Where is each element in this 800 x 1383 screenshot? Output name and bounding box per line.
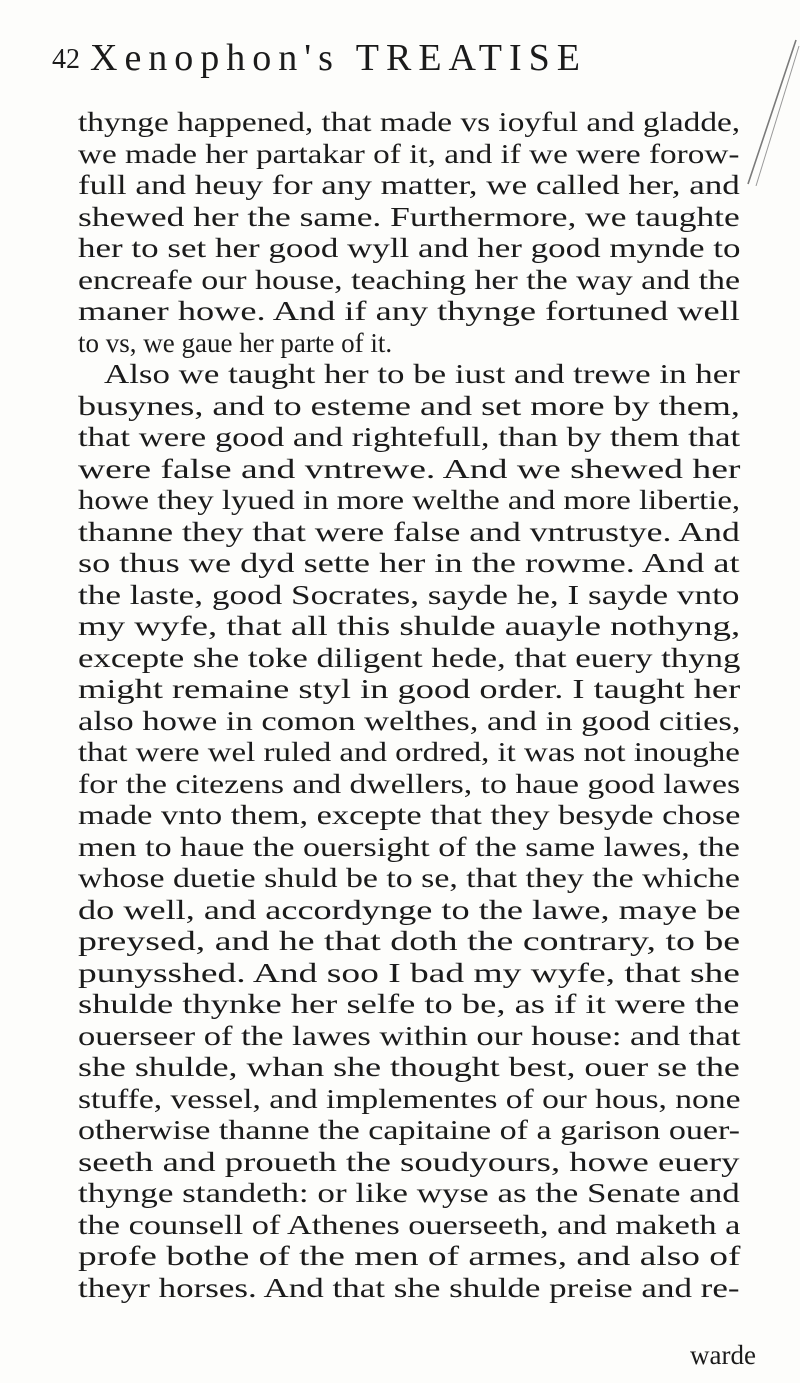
catchword: warde (690, 1340, 756, 1370)
text-line: for the citezens and dwellers, to haue good lawes (78, 768, 741, 799)
text-line: also howe in comon welthes, and in good cities, (78, 705, 741, 736)
text-line: men to haue the ouersight of the same lawes, the (78, 831, 740, 862)
text-line: ouerseer of the lawes within our house: and that (78, 1020, 741, 1051)
text-line: busynes, and to esteme and set more by them, (78, 390, 740, 421)
text-line: howe they lyued in more welthe and more libertie, (78, 485, 741, 515)
text-line: full and heuy for any matter, we called her, and (78, 170, 740, 200)
text-line: so thus we dyd sette her in the rowme. And at (78, 548, 740, 578)
text-line: excepte she toke diligent hede, that euery thyng (78, 642, 741, 673)
text-line: that were good and rightefull, than by them that (78, 422, 741, 452)
text-line: might remaine styl in good order. I taught her (78, 674, 741, 704)
text-line: thynge standeth: or like wyse as the Senate and (78, 1178, 740, 1208)
text-line: my wyfe, that all this shulde auayle nothyng, (78, 611, 741, 641)
text-line: seeth and proueth the soudyours, howe euery (78, 1146, 740, 1177)
text-line: do well, and accordynge to the lawe, maye be (78, 894, 741, 925)
text-line: Also we taught her to be iust and trewe in her (104, 359, 740, 389)
text-line: made vnto them, excepte that they besyde chose (78, 800, 741, 830)
text-line: whose duetie shuld be to se, that they the whiche (78, 863, 740, 893)
text-line: punysshed. And soo I bad my wyfe, that she (78, 957, 740, 988)
text-line: shulde thynke her selfe to be, as if it were the (78, 989, 740, 1019)
text-line: profe bothe of the men of armes, and also of (78, 1241, 741, 1271)
text-line: preysed, and he that doth the contrary, to be (78, 926, 741, 956)
text-line: were false and vntrewe. And we shewed her (78, 453, 741, 484)
page-number: 42 (52, 44, 80, 75)
running-head: Xenophon's TREATISE (90, 37, 587, 79)
text-line: that were wel ruled and ordred, it was not inoughe (78, 737, 740, 767)
text-line: to vs, we gaue her parte of it. (78, 327, 393, 358)
text-line: we made her partakar of it, and if we were forow- (78, 138, 740, 169)
text-line: thynge happened, that made vs ioyful and gladde, (78, 107, 741, 137)
text-line: she shulde, whan she thought best, ouer se the (78, 1052, 740, 1082)
text-line: her to set her good wyll and her good mynde to (78, 233, 741, 263)
text-line: otherwise thanne the capitaine of a garison ouer- (78, 1115, 741, 1145)
page-header (52, 36, 752, 86)
text-line: stuffe, vessel, and implementes of our hous, none (78, 1083, 741, 1114)
text-line: theyr horses. And that she shulde preise and re- (78, 1272, 740, 1303)
text-line: shewed her the same. Furthermore, we taughte (78, 201, 740, 232)
text-line: the laste, good Socrates, sayde he, I sayde vnto (78, 579, 740, 610)
text-line: the counsell of Athenes ouerseeth, and maketh a (78, 1209, 741, 1240)
text-line: maner howe. And if any thynge fortuned well (78, 296, 740, 326)
text-line: encreafe our house, teaching her the way and the (78, 264, 741, 295)
text-line: thanne they that were false and vntrustye. And (78, 516, 740, 547)
